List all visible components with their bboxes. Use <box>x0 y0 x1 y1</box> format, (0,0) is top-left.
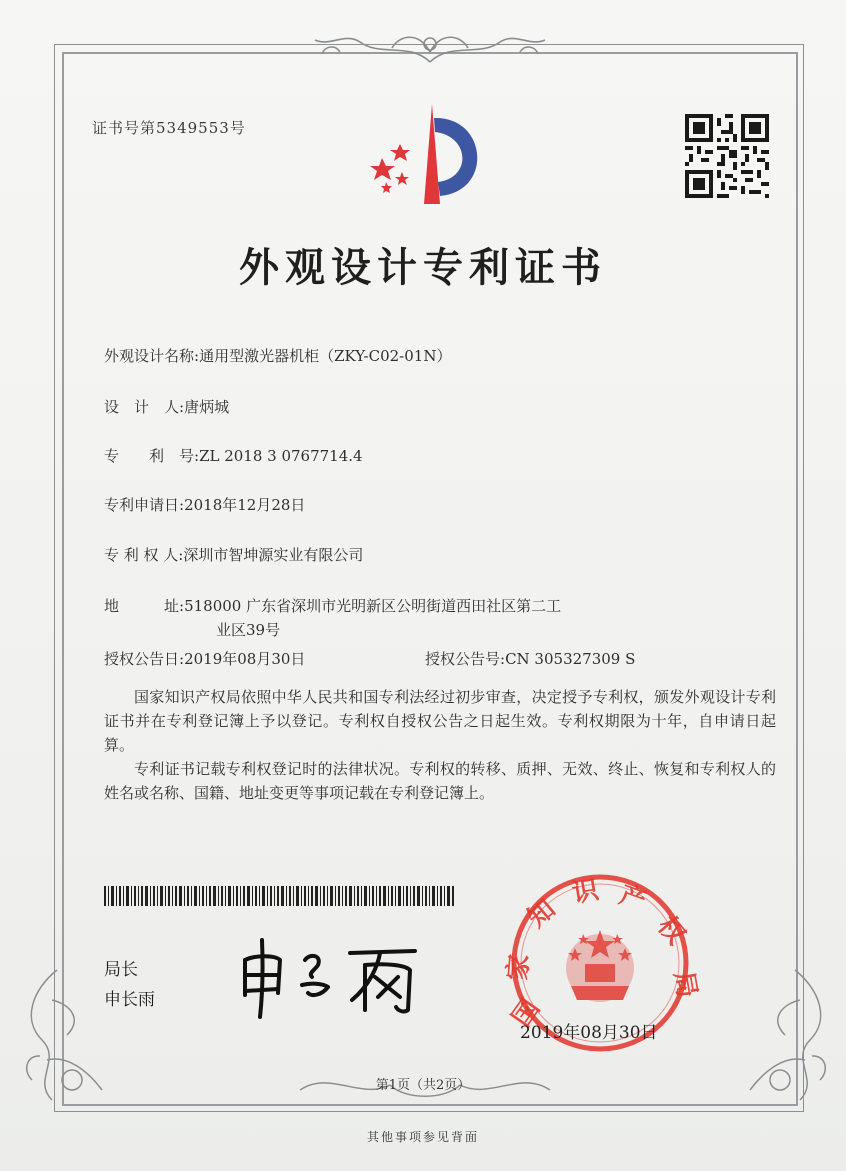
svg-text:权: 权 <box>651 911 691 951</box>
page-number: 第1页（共2页） <box>375 1078 471 1093</box>
address-line-1: 518000 广东省深圳市光明新区公明街道西田社区第二工 <box>184 597 562 615</box>
svg-text:识: 识 <box>570 875 602 910</box>
patent-number-label: 专 利 号: <box>104 447 200 465</box>
patentee-value: 深圳市智坤源实业有限公司 <box>183 546 364 564</box>
designer-row <box>104 396 229 417</box>
grant-date-label: 授权公告日: <box>104 650 185 668</box>
patentee-label: 专 利 权 人: <box>104 546 184 564</box>
seal-date: 2019年08月30日 <box>520 1023 658 1043</box>
official-name: 申长雨 <box>104 990 155 1010</box>
cnipa-logo-icon <box>362 96 502 211</box>
grant-number-row <box>425 648 635 669</box>
svg-text:知: 知 <box>522 894 562 934</box>
patent-number-row <box>104 445 363 466</box>
grant-number-label: 授权公告号: <box>425 650 506 668</box>
official-title: 局长 <box>104 960 138 980</box>
legal-status-paragraph: 专利证书记载专利权登记时的法律状况。专利权的转移、质押、无效、终止、恢复和专利权人的姓名或名称、国籍、地址变更等事项记载在专利登记簿上。 <box>104 760 776 802</box>
qr-code <box>684 114 770 198</box>
design-name-value: 通用型激光器机柜（ZKY-C02-01N） <box>199 347 452 365</box>
grant-date-row <box>104 648 305 669</box>
svg-text:家: 家 <box>502 953 536 982</box>
filing-date-row <box>104 494 305 515</box>
address-row <box>104 595 561 616</box>
design-name-row <box>104 345 451 366</box>
handwritten-signature <box>230 925 430 1020</box>
certificate-title: 外观设计专利证书 <box>239 244 607 291</box>
designer-label: 设 计 人: <box>104 398 185 416</box>
certificate-number: 证书号第5349553号 <box>92 119 246 137</box>
grant-number-value: CN 305327309 S <box>505 650 636 668</box>
top-ornament <box>300 22 560 70</box>
grant-date-value: 2019年08月30日 <box>184 650 306 668</box>
address-line-2: 业区39号 <box>216 621 281 639</box>
grant-statement-paragraph: 国家知识产权局依照中华人民共和国专利法经过初步审查，决定授予专利权，颁发外观设计专利证书并在专利登记簿上予以登记。专利权自授权公告之日起生效。专利权期限为十年，自申请日起算。 <box>104 688 776 754</box>
patent-number-value: ZL 2018 3 0767714.4 <box>199 447 363 465</box>
footer-note: 其他事项参见背面 <box>366 1130 479 1144</box>
designer-value: 唐炳城 <box>184 398 230 416</box>
svg-text:局: 局 <box>667 969 702 1001</box>
svg-text:产: 产 <box>615 879 651 918</box>
svg-text:国: 国 <box>506 994 547 1033</box>
barcode <box>104 886 454 906</box>
patentee-row <box>104 544 363 565</box>
filing-date-label: 专利申请日: <box>104 496 185 514</box>
filing-date-value: 2018年12月28日 <box>184 496 306 514</box>
address-label: 地 址: <box>104 597 185 615</box>
design-name-label: 外观设计名称: <box>104 347 200 365</box>
